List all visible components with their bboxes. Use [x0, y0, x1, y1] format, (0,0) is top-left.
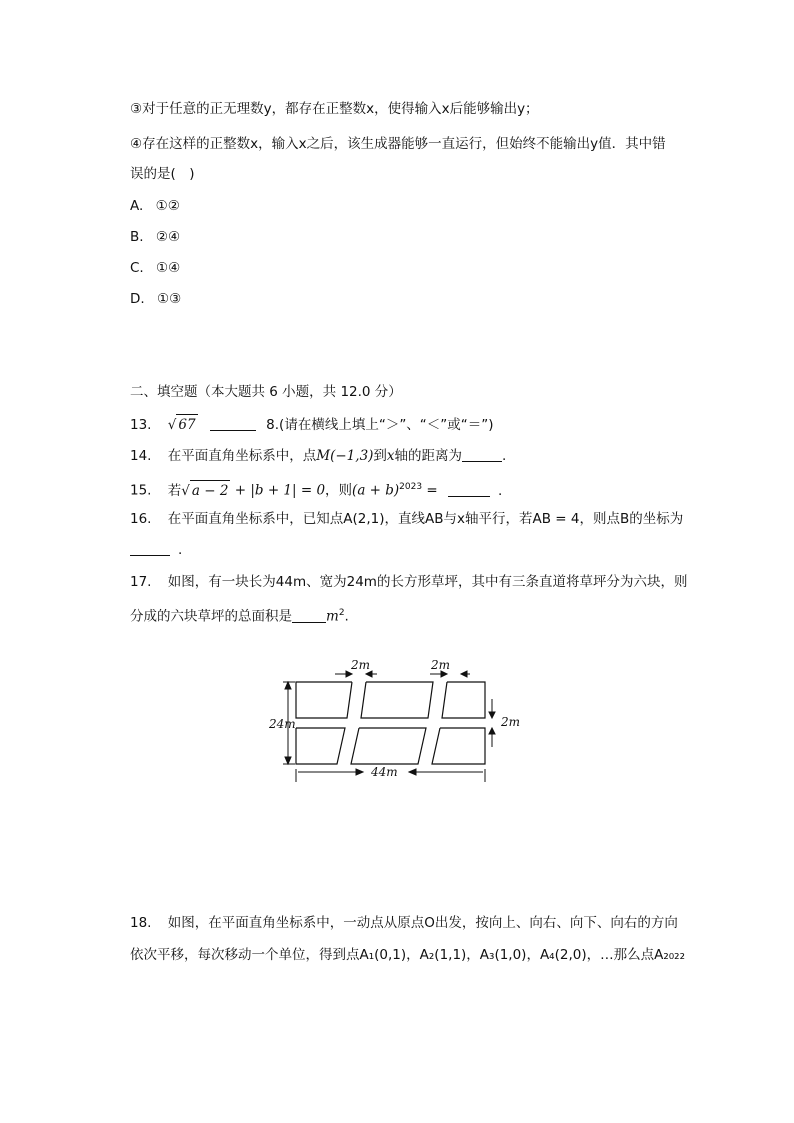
lawn-figure	[265, 652, 535, 787]
q15-end: .	[497, 482, 503, 499]
option-d[interactable]	[130, 289, 181, 309]
q13-answer-blank[interactable]	[210, 416, 256, 431]
length-label: 44m	[371, 765, 398, 779]
question-15: 15. 若√ a − 2 + |b + 1| = 0，则$(a + b)^{2023}$ = .	[130, 477, 502, 501]
question-16	[130, 509, 683, 529]
statement-4-line-2: 误的是( )	[130, 166, 195, 182]
q15-text-a: 若	[167, 482, 182, 499]
lawn-piece-5	[351, 728, 426, 764]
q15-radicand: a − 2	[190, 480, 231, 501]
lawn-piece-1	[296, 682, 352, 718]
option-a[interactable]	[130, 196, 180, 216]
option-b[interactable]	[130, 227, 180, 247]
road1-label: 2m	[351, 658, 371, 672]
question-17	[130, 572, 687, 592]
q15-exponent: 2023	[399, 482, 423, 492]
lawn-piece-6	[432, 728, 485, 764]
option-b-text: ②④	[155, 229, 181, 245]
q17-number: 17.	[130, 574, 152, 590]
q14-number: 14.	[130, 448, 152, 464]
q18-text-line-1: 如图，在平面直角坐标系中，一动点从原点O出发，按向上、向右、向下、向右的方向	[167, 915, 678, 931]
road3-label: 2m	[501, 715, 521, 729]
q14-answer-blank[interactable]	[462, 447, 502, 462]
section-heading: 二、填空题（本大题共 6 小题，共 12.0 分）	[130, 384, 402, 400]
q16-number: 16.	[130, 511, 152, 527]
q15-equals: =	[422, 482, 442, 499]
q17-end: .	[344, 608, 349, 625]
q14-end: .	[502, 448, 507, 464]
statement-3: ③对于任意的正无理数y，都存在正整数x，使得输入x后能够输出y；	[130, 101, 539, 117]
q16-end: .	[178, 542, 183, 558]
q14-text-c: 轴的距离为	[394, 448, 463, 464]
option-d-text: ①③	[156, 291, 182, 307]
q17-unit-exponent: 2	[338, 608, 345, 618]
question-16-line-2	[130, 540, 182, 560]
q17-answer-blank[interactable]	[292, 608, 326, 623]
q15-text-c: ，则	[325, 482, 353, 499]
q14-text-b: 到	[373, 448, 387, 464]
question-18	[130, 913, 678, 933]
q16-answer-blank[interactable]	[130, 541, 170, 556]
lawn-piece-2	[361, 682, 433, 718]
road2-label: 2m	[431, 658, 451, 672]
q17-text-line-1: 如图，有一块长为44m、宽为24m的长方形草坪，其中有三条直道将草坪分为六块，则	[167, 574, 688, 590]
q17-unit: m	[326, 608, 339, 625]
q14-text-a: 在平面直角坐标系中，点	[167, 448, 317, 464]
question-13: 13. √ 67 8.(请在横线上填上“＞”、“＜”或“＝”)	[130, 414, 494, 435]
q13-number: 13.	[130, 417, 152, 433]
option-c-letter: C.	[130, 260, 144, 276]
q16-text: 在平面直角坐标系中，已知点A(2,1)，直线AB与x轴平行，若AB = 4，则点B的坐标为	[167, 511, 684, 527]
question-14	[130, 446, 506, 466]
statement-4-line-1: ④存在这样的正整数x，输入x之后，该生成器能够一直运行，但始终不能输出y值．其中错	[130, 136, 666, 152]
q18-number: 18.	[130, 915, 152, 931]
q15-expr: (a + b)	[352, 482, 400, 499]
lawn-piece-3	[442, 682, 485, 718]
q15-number: 15.	[130, 482, 152, 499]
q15-text-b: + |b + 1| = 0	[234, 482, 326, 499]
option-c[interactable]	[130, 258, 180, 278]
q14-point: M(−1,3)	[316, 448, 374, 464]
lawn-piece-4	[296, 728, 345, 764]
q17-text-line-2: 分成的六块草坪的总面积是	[130, 608, 292, 625]
option-a-letter: A.	[130, 198, 144, 214]
option-b-letter: B.	[130, 229, 144, 245]
option-c-text: ①④	[156, 260, 181, 276]
option-d-letter: D.	[130, 291, 145, 307]
q14-axis: x	[386, 448, 395, 464]
question-17-line-2	[130, 603, 349, 627]
question-18-line-2: 依次平移，每次移动一个单位，得到点A₁(0,1)，A₂(1,1)，A₃(1,0)，A₄(2,0)，…那么点A₂₀₂₂	[130, 947, 685, 963]
width-label: 24m	[269, 717, 296, 731]
q15-answer-blank[interactable]	[448, 482, 490, 497]
q13-tail: 8.(请在横线上填上“＞”、“＜”或“＝”)	[266, 417, 494, 433]
q13-radicand: 67	[176, 414, 197, 435]
option-a-text: ①②	[155, 198, 180, 214]
